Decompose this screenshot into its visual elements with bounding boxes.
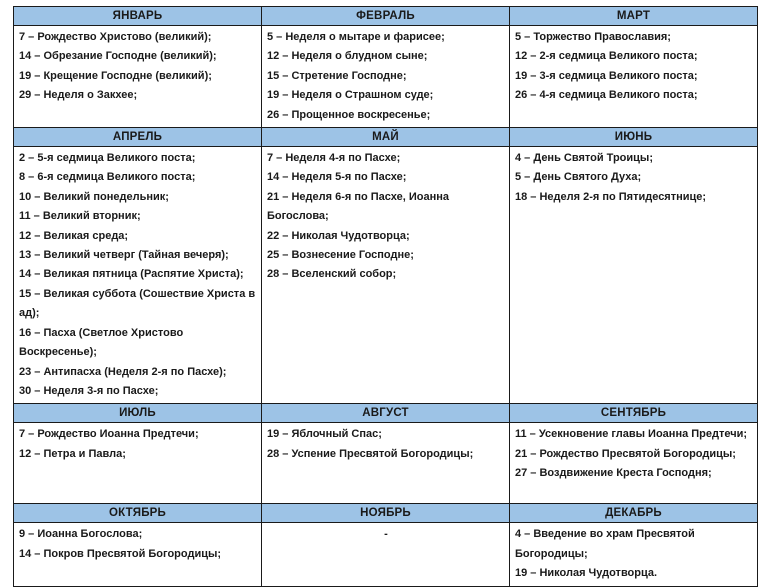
holiday-item: 12 – Неделя о блудном сыне; [267,50,428,63]
holiday-item: 8 – 6-я седмица Великого поста; [19,171,196,184]
month-header-february: ФЕВРАЛЬ [262,7,510,26]
month-cell-june [510,147,758,404]
month-content-row [14,423,758,504]
holiday-item: - [384,528,388,541]
holiday-item: 14 – Неделя 5-я по Пасхе; [267,171,407,184]
month-header-august: АВГУСТ [262,404,510,423]
holiday-item: 9 – Иоанна Богослова; [19,528,143,541]
month-cell-august [262,423,510,504]
month-cell-december [510,523,758,586]
holiday-item: 7 – Рождество Иоанна Предтечи; [19,428,199,441]
holiday-item: 25 – Вознесение Господне; [267,249,414,262]
month-header-june: ИЮНЬ [510,128,758,147]
holiday-item: 13 – Великий четверг (Тайная вечеря); [19,249,229,262]
month-header-november: НОЯБРЬ [262,504,510,523]
month-header-october: ОКТЯБРЬ [14,504,262,523]
month-cell-january [14,26,262,128]
month-header-july: ИЮЛЬ [14,404,262,423]
month-content-row [14,147,758,404]
holiday-item: 26 – 4-я седмица Великого поста; [515,89,698,102]
holiday-item: 19 – Крещение Господне (великий); [19,69,212,82]
holiday-item: 4 – День Святой Троицы; [515,152,653,165]
month-header-september: СЕНТЯБРЬ [510,404,758,423]
holiday-item: 29 – Неделя о Закхее; [19,89,138,102]
holiday-item: 14 – Обрезание Господне (великий); [19,50,217,63]
holiday-item: 19 – Николая Чудотворца. [515,567,658,580]
holiday-item: 5 – Торжество Православия; [515,31,671,43]
month-cell-may [262,147,510,404]
month-cell-february [262,26,510,128]
holiday-item: 19 – Неделя о Страшном суде; [267,89,434,102]
holiday-item: 28 – Успение Пресвятой Богородицы; [267,447,474,460]
holiday-item: 14 – Покров Пресвятой Богородицы; [19,547,222,560]
month-content-row [14,523,758,586]
month-header-row [14,504,758,523]
holiday-item: 27 – Воздвижение Креста Господня; [515,467,712,480]
holiday-item: 21 – Неделя 6-я по Пасхе, Иоанна Богослова; [267,190,449,223]
holiday-item: 2 – 5-я седмица Великого поста; [19,152,196,165]
month-cell-october [14,523,262,586]
month-cell-march [510,26,758,128]
holiday-item: 30 – Неделя 3-я по Пасхе; [19,384,159,397]
holiday-item: 26 – Прощенное воскресенье; [267,108,431,121]
month-header-january: ЯНВАРЬ [14,7,262,26]
month-cell-november [262,523,510,586]
holiday-item: 11 – Усекновение главы Иоанна Предтечи; [515,428,748,441]
month-header-december: ДЕКАБРЬ [510,504,758,523]
month-header-row [14,404,758,423]
holiday-item: 19 – Яблочный Спас; [267,428,382,441]
month-cell-september [510,423,758,504]
holiday-item: 28 – Вселенский собор; [267,268,397,281]
holiday-item: 18 – Неделя 2-я по Пятидесятнице; [515,190,707,203]
holiday-item: 15 – Стретение Господне; [267,69,407,82]
month-header-may: МАЙ [262,128,510,147]
holiday-item: 12 – Петра и Павла; [19,447,126,460]
month-header-march: МАРТ [510,7,758,26]
holiday-item: 4 – Введение во храм Пресвятой Богородицы; [515,528,695,560]
holiday-item: 16 – Пасха (Светлое Христово Воскресенье); [19,326,184,359]
holiday-item: 12 – Великая среда; [19,229,129,242]
holiday-item: 14 – Великая пятница (Распятие Христа); [19,268,244,281]
holiday-item: 11 – Великий вторник; [19,210,141,223]
holiday-item: 15 – Великая суббота (Сошествие Христа в ад); [19,287,256,320]
holiday-item: 23 – Антипасха (Неделя 2-я по Пасхе); [19,365,227,378]
month-cell-april [14,147,262,404]
holiday-item: 21 – Рождество Пресвятой Богородицы; [515,447,736,460]
month-header-april: АПРЕЛЬ [14,128,262,147]
holiday-item: 10 – Великий понедельник; [19,190,169,203]
holiday-item: 19 – 3-я седмица Великого поста; [515,69,698,82]
holiday-item: 7 – Неделя 4-я по Пасхе; [267,152,401,165]
holiday-item: 7 – Рождество Христово (великий); [19,31,212,43]
holiday-item: 5 – Неделя о мытаре и фарисее; [267,31,445,43]
month-header-row [14,7,758,26]
month-cell-july [14,423,262,504]
holiday-item: 12 – 2-я седмица Великого поста; [515,50,698,63]
month-header-row [14,128,758,147]
month-content-row [14,26,758,128]
holiday-item: 22 – Николая Чудотворца; [267,229,410,242]
holiday-item: 5 – День Святого Духа; [515,171,642,184]
church-holidays-calendar [13,6,758,587]
